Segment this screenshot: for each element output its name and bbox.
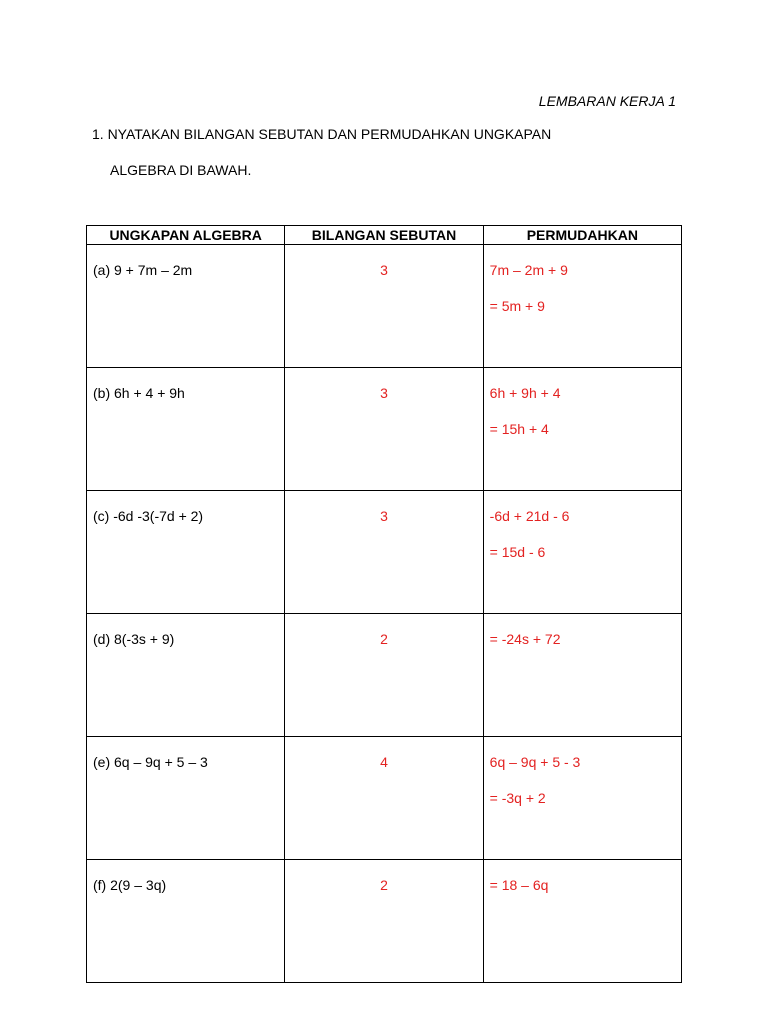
expression-text: (d) 8(-3s + 9) bbox=[93, 631, 175, 647]
expression-cell bbox=[87, 368, 285, 491]
simplify-result: = -3q + 2 bbox=[489, 790, 546, 806]
simplify-result: = -24s + 72 bbox=[489, 631, 561, 647]
table-row bbox=[87, 368, 682, 491]
term-count-text: 3 bbox=[380, 508, 388, 524]
expression-cell bbox=[87, 491, 285, 614]
simplify-cell bbox=[483, 737, 681, 860]
expression-cell bbox=[87, 614, 285, 737]
expression-text: (c) -6d -3(-7d + 2) bbox=[93, 508, 204, 524]
simplify-cell bbox=[483, 860, 681, 983]
term-count-cell bbox=[285, 368, 483, 491]
table-row bbox=[87, 860, 682, 983]
simplify-step: -6d + 21d - 6 bbox=[489, 508, 570, 524]
simplify-step: 6q – 9q + 5 - 3 bbox=[489, 754, 581, 770]
header-expression: UNGKAPAN ALGEBRA bbox=[87, 226, 285, 245]
term-count-cell bbox=[285, 614, 483, 737]
table-header-row bbox=[87, 226, 682, 245]
expression-text: (f) 2(9 – 3q) bbox=[93, 877, 167, 893]
table-row bbox=[87, 737, 682, 860]
simplify-cell bbox=[483, 491, 681, 614]
term-count-text: 3 bbox=[380, 262, 388, 278]
table-row bbox=[87, 491, 682, 614]
term-count-cell bbox=[285, 491, 483, 614]
expression-text: (b) 6h + 4 + 9h bbox=[93, 385, 185, 401]
table-row bbox=[87, 245, 682, 368]
term-count-text: 3 bbox=[380, 385, 388, 401]
term-count-text: 2 bbox=[380, 877, 388, 893]
simplify-result: = 15h + 4 bbox=[489, 421, 549, 437]
expression-cell bbox=[87, 860, 285, 983]
header-term-count: BILANGAN SEBUTAN bbox=[285, 226, 483, 245]
term-count-cell bbox=[285, 245, 483, 368]
term-count-text: 2 bbox=[380, 631, 388, 647]
simplify-step: 6h + 9h + 4 bbox=[489, 385, 561, 401]
term-count-cell bbox=[285, 737, 483, 860]
simplify-cell bbox=[483, 614, 681, 737]
simplify-cell bbox=[483, 368, 681, 491]
expression-text: (a) 9 + 7m – 2m bbox=[93, 262, 193, 278]
simplify-cell bbox=[483, 245, 681, 368]
header-simplify: PERMUDAHKAN bbox=[483, 226, 681, 245]
expression-text: (e) 6q – 9q + 5 – 3 bbox=[93, 754, 208, 770]
term-count-text: 4 bbox=[380, 754, 388, 770]
simplify-result: = 18 – 6q bbox=[489, 877, 549, 893]
simplify-result: = 5m + 9 bbox=[489, 298, 545, 314]
simplify-result: = 15d - 6 bbox=[489, 544, 546, 560]
expression-cell bbox=[87, 737, 285, 860]
term-count-cell bbox=[285, 860, 483, 983]
worksheet-title: LEMBARAN KERJA 1 bbox=[538, 93, 676, 109]
simplify-step: 7m – 2m + 9 bbox=[489, 262, 568, 278]
algebra-table bbox=[86, 225, 682, 983]
instruction-line-2: ALGEBRA DI BAWAH. bbox=[110, 162, 252, 178]
table-row bbox=[87, 614, 682, 737]
expression-cell bbox=[87, 245, 285, 368]
instruction-line-1: 1. NYATAKAN BILANGAN SEBUTAN DAN PERMUDAHKAN UNGKAPAN bbox=[92, 126, 552, 142]
